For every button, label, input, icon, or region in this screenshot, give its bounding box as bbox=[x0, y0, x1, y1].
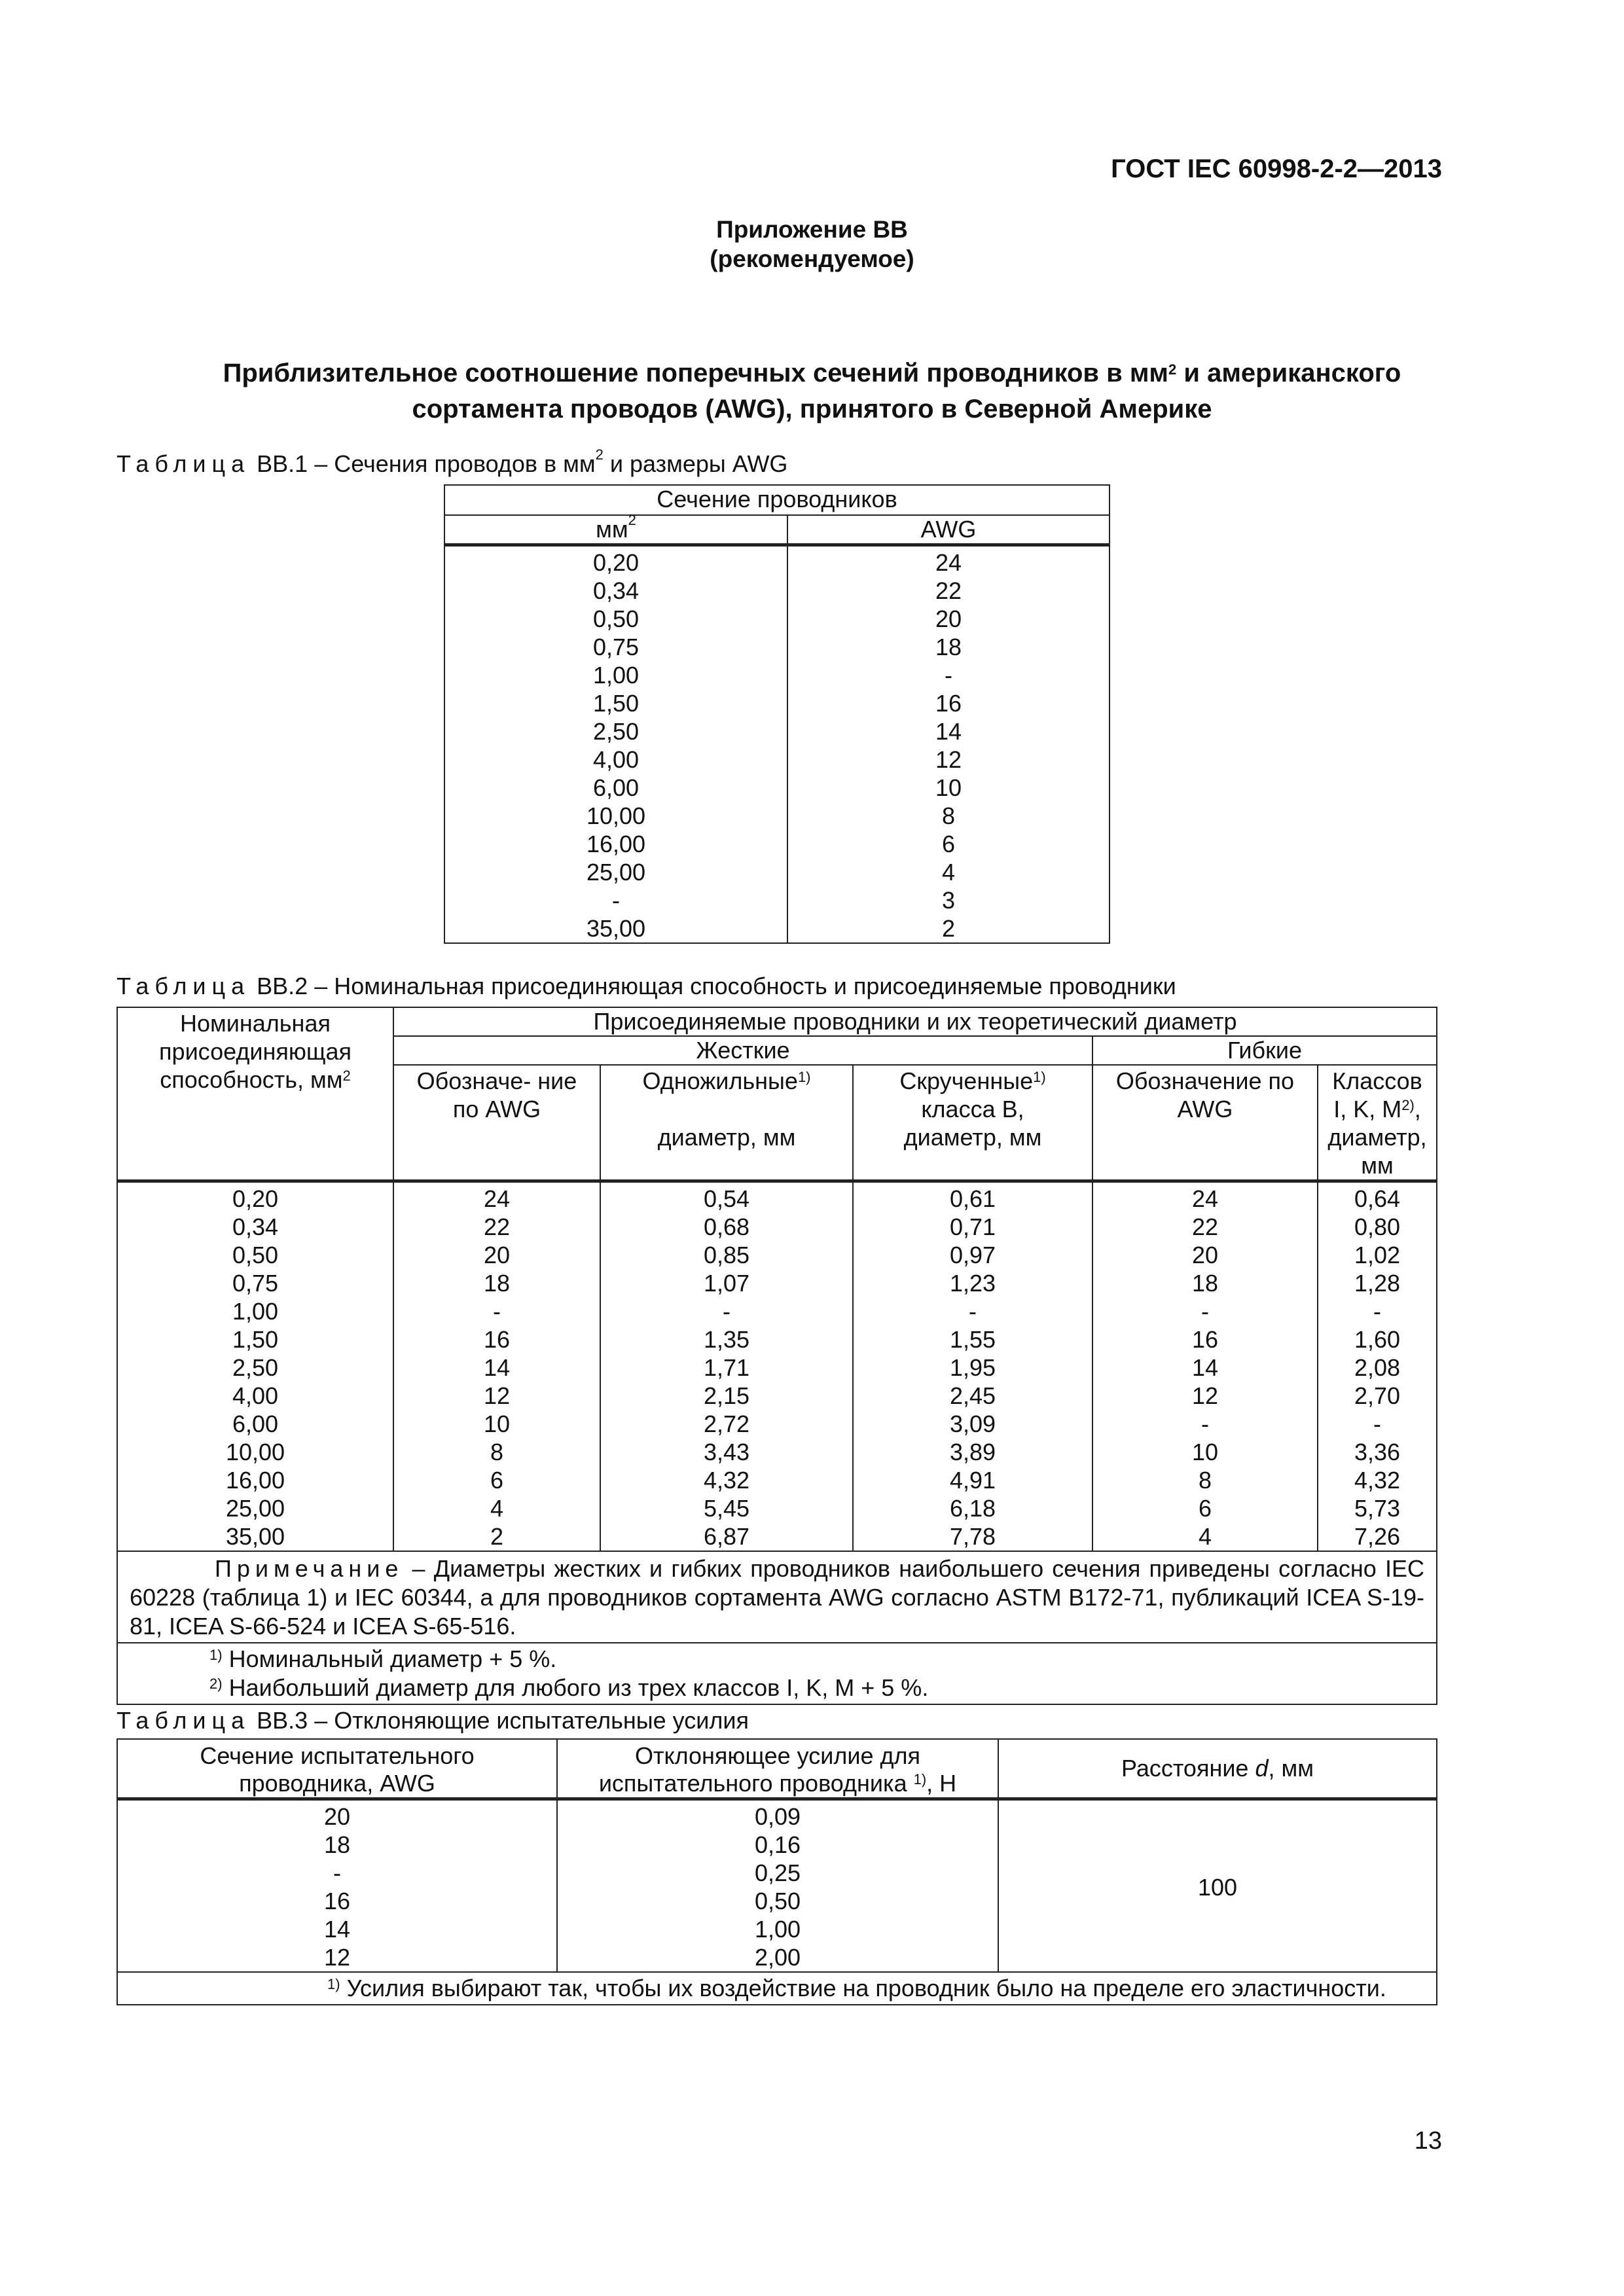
main-title bbox=[131, 355, 1493, 427]
table-cell: 1,60 bbox=[1354, 1326, 1401, 1353]
table-cell: 0,61 bbox=[949, 1185, 996, 1212]
table-cell: 0,75 bbox=[232, 1270, 279, 1297]
table2-header-awg2: Обозначение по AWG bbox=[1092, 1065, 1318, 1181]
table-cell: - bbox=[333, 1859, 341, 1886]
table-cell: 16,00 bbox=[225, 1467, 285, 1494]
table1-col-mm: $мм^2$ bbox=[444, 515, 787, 545]
main-title-sup: 2 bbox=[1168, 361, 1177, 378]
table-cell: 1,50 bbox=[592, 690, 640, 717]
table-cell: 1,00 bbox=[754, 1916, 801, 1943]
table-cell: 10 bbox=[1191, 1439, 1219, 1465]
table-cell: 7,78 bbox=[949, 1523, 996, 1550]
table-cell: 7,26 bbox=[1354, 1523, 1401, 1550]
table-cell: 1,07 bbox=[703, 1270, 750, 1297]
table-cell: 0,09 bbox=[754, 1803, 801, 1830]
table-cell: 0,64 bbox=[1354, 1185, 1401, 1212]
table2-footnote-2: Наибольший диаметр для любого из трех классов I, K, M + 5 %. bbox=[222, 1674, 929, 1701]
table-cell: 1,95 bbox=[949, 1354, 996, 1381]
annex-subtitle: (рекомендуемое) bbox=[710, 245, 914, 272]
table-cell: 0,50 bbox=[754, 1888, 801, 1914]
table-cell: 3 bbox=[941, 887, 956, 914]
table-cell: 0,85 bbox=[703, 1242, 750, 1268]
table-cell: 2 bbox=[490, 1523, 504, 1550]
table2-header-rigid: Жесткие bbox=[393, 1036, 1092, 1065]
table-cell: 24 bbox=[1191, 1185, 1219, 1212]
table1-col-awg: AWG bbox=[787, 515, 1110, 545]
table2-header-stranded: Скрученные$^{1)}$ класса B, диаметр, мм bbox=[853, 1065, 1092, 1181]
table-cell: 6 bbox=[490, 1467, 504, 1494]
table-cell: 8 bbox=[941, 802, 956, 829]
table-cell: 0,75 bbox=[592, 634, 640, 660]
table-cell: 4,32 bbox=[1354, 1467, 1401, 1494]
table-cell: 1,28 bbox=[1354, 1270, 1401, 1297]
table2-header-flexible: Гибкие bbox=[1092, 1036, 1437, 1065]
table-cell: 16,00 bbox=[586, 831, 646, 857]
table2-header-nominal: Номинальная присоединяющая способность, $мм^2$ bbox=[117, 1007, 393, 1181]
table1-caption-text: ВВ.1 – Сечения проводов в мм bbox=[250, 450, 596, 477]
table1-caption-label: Таблица bbox=[117, 450, 251, 477]
table-cell: 4,00 bbox=[592, 746, 640, 773]
table-cell: 0,54 bbox=[703, 1185, 750, 1212]
table-cell: 6,18 bbox=[949, 1495, 996, 1522]
table-cell: 2,72 bbox=[703, 1410, 750, 1437]
table-cell: - bbox=[493, 1298, 501, 1325]
table-cell: 0,97 bbox=[949, 1242, 996, 1268]
table-cell: 8 bbox=[490, 1439, 504, 1465]
table-cell: 0,80 bbox=[1354, 1213, 1401, 1240]
table-cell: 10 bbox=[483, 1410, 511, 1437]
main-title-part1: Приблизительное соотношение поперечных сечений проводников в мм bbox=[223, 359, 1169, 387]
table1 bbox=[444, 484, 1110, 944]
table-cell: 25,00 bbox=[586, 859, 646, 886]
table2-footnotes: $^{1)}$ Номинальный диаметр + 5 %. $^{2)}$ Наибольший диаметр для любого из трех классов I, K, M + 5 %. bbox=[117, 1643, 1437, 1704]
table1-caption-end: и размеры AWG bbox=[603, 450, 788, 477]
table-cell: - bbox=[612, 887, 620, 914]
table-cell: 2,50 bbox=[232, 1354, 279, 1381]
table-cell: 10,00 bbox=[586, 802, 646, 829]
table2-footnote-1: Номинальный диаметр + 5 %. bbox=[222, 1645, 557, 1672]
table-cell: 14 bbox=[935, 718, 962, 745]
table2-header-solid: Одножильные$^{1)}$ диаметр, мм bbox=[600, 1065, 853, 1181]
table2-awg-flexible-column bbox=[1092, 1181, 1318, 1552]
table2-header-awg1: Обозначе- ние по AWG bbox=[393, 1065, 600, 1181]
table2-note bbox=[117, 1551, 1437, 1643]
table2-nominal-column bbox=[117, 1181, 393, 1552]
table1-awg-column bbox=[787, 545, 1110, 944]
table2-stranded-diameter-column bbox=[853, 1181, 1092, 1552]
table-cell: 1,23 bbox=[949, 1270, 996, 1297]
table2-caption bbox=[117, 973, 1176, 1000]
table-cell: 14 bbox=[1191, 1354, 1219, 1381]
table1-group-header: Сечение проводников bbox=[444, 485, 1110, 515]
table-cell: 4,32 bbox=[703, 1467, 750, 1494]
table-cell: 0,20 bbox=[232, 1185, 279, 1212]
table-cell: 2,00 bbox=[754, 1944, 801, 1971]
table3-header-distance: Расстояние d, мм bbox=[998, 1739, 1437, 1799]
table-cell: 16 bbox=[1191, 1326, 1219, 1353]
table-cell: 1,55 bbox=[949, 1326, 996, 1353]
table-cell: 1,71 bbox=[703, 1354, 750, 1381]
table-cell: 0,20 bbox=[592, 549, 640, 576]
table-cell: 24 bbox=[935, 549, 962, 576]
table-cell: 3,43 bbox=[703, 1439, 750, 1465]
table-cell: 0,16 bbox=[754, 1831, 801, 1858]
table2-note-label: Примечание bbox=[215, 1555, 404, 1582]
table-cell: 2,50 bbox=[592, 718, 640, 745]
table-cell: 4 bbox=[490, 1495, 504, 1522]
table2-classes-diameter-column bbox=[1318, 1181, 1437, 1552]
table-cell: - bbox=[723, 1298, 731, 1325]
table-cell: 1,35 bbox=[703, 1326, 750, 1353]
table-cell: 20 bbox=[323, 1803, 351, 1830]
table3-caption bbox=[117, 1707, 749, 1734]
table2-header-group: Присоединяемые проводники и их теоретический диаметр bbox=[393, 1007, 1437, 1036]
table-cell: 12 bbox=[483, 1382, 511, 1409]
table1-mm-column bbox=[444, 545, 787, 944]
table-cell: 3,89 bbox=[949, 1439, 996, 1465]
table3-footnote: $^{1)}$ Усилия выбирают так, чтобы их воздействие на проводник было на пределе его эластичности. bbox=[117, 1972, 1437, 2005]
annex-title: Приложение ВВ bbox=[716, 216, 908, 243]
table-cell: 22 bbox=[483, 1213, 511, 1240]
table-cell: 6 bbox=[1198, 1495, 1212, 1522]
table3-header-force: Отклоняющее усилие для испытательного проводника $^{1)}$, Н bbox=[557, 1739, 998, 1799]
table2-note-text: – Диаметры жестких и гибких проводников наибольшего сечения приведены согласно IEC 60228 (таблица 1) и IEC 60344, а для проводников сортамента AWG согласно ASTM B172-71, публикаций ICEA S-19-81, ICEA S-66-524 и ICEA S-65-516. bbox=[130, 1555, 1424, 1640]
table-cell: 6 bbox=[941, 831, 956, 857]
table-cell: 0,34 bbox=[232, 1213, 279, 1240]
table-cell: 12 bbox=[323, 1944, 351, 1971]
table-cell: 0,25 bbox=[754, 1859, 801, 1886]
table-cell: 18 bbox=[483, 1270, 511, 1297]
table2-solid-diameter-column bbox=[600, 1181, 853, 1552]
table-cell: 2,45 bbox=[949, 1382, 996, 1409]
table-cell: 2,08 bbox=[1354, 1354, 1401, 1381]
table-cell: 0,34 bbox=[592, 577, 640, 604]
table2-header-classes: Классов I, K, $M^{2)}$, диаметр, мм bbox=[1318, 1065, 1437, 1181]
table-cell: 16 bbox=[483, 1326, 511, 1353]
table-cell: 2,70 bbox=[1354, 1382, 1401, 1409]
table-cell: 25,00 bbox=[225, 1495, 285, 1522]
table-cell: 1,02 bbox=[1354, 1242, 1401, 1268]
table3-force-column bbox=[557, 1799, 998, 1973]
table-cell: 5,45 bbox=[703, 1495, 750, 1522]
table2-caption-label: Таблица bbox=[117, 973, 251, 999]
table3 bbox=[117, 1738, 1437, 2005]
table-cell: - bbox=[1201, 1410, 1209, 1437]
table3-distance-value: 100 bbox=[998, 1799, 1437, 1973]
table1-caption-sup: 2 bbox=[595, 446, 604, 463]
table-cell: 12 bbox=[1191, 1382, 1219, 1409]
table2-awg-rigid-column bbox=[393, 1181, 600, 1552]
table-cell: 4 bbox=[1198, 1523, 1212, 1550]
table-cell: 14 bbox=[483, 1354, 511, 1381]
table3-caption-text: ВВ.3 – Отклоняющие испытательные усилия bbox=[250, 1707, 749, 1734]
table-cell: 16 bbox=[323, 1888, 351, 1914]
table-cell: 4 bbox=[941, 859, 956, 886]
table-cell: 1,00 bbox=[232, 1298, 279, 1325]
table2-caption-text: ВВ.2 – Номинальная присоединяющая способность и присоединяемые проводники bbox=[250, 973, 1176, 999]
table3-header-section: Сечение испытательного проводника, AWG bbox=[117, 1739, 557, 1799]
table3-awg-column bbox=[117, 1799, 557, 1973]
table-cell: 22 bbox=[1191, 1213, 1219, 1240]
table-cell: 5,73 bbox=[1354, 1495, 1401, 1522]
table-cell: - bbox=[1373, 1298, 1381, 1325]
table-cell: 0,71 bbox=[949, 1213, 996, 1240]
main-title-part2: и американского bbox=[1176, 359, 1401, 387]
table-cell: 2,15 bbox=[703, 1382, 750, 1409]
main-title-line2: сортамента проводов (AWG), принятого в Северной Америке bbox=[412, 395, 1212, 423]
table-cell: 20 bbox=[935, 605, 962, 632]
table3-caption-label: Таблица bbox=[117, 1707, 251, 1734]
table-cell: 14 bbox=[323, 1916, 351, 1943]
table-cell: 3,09 bbox=[949, 1410, 996, 1437]
table-cell: 18 bbox=[323, 1831, 351, 1858]
table-cell: 18 bbox=[1191, 1270, 1219, 1297]
table-cell: 18 bbox=[935, 634, 962, 660]
table-cell: 35,00 bbox=[586, 915, 646, 942]
table-cell: 1,00 bbox=[592, 662, 640, 689]
table-cell: 2 bbox=[941, 915, 956, 942]
table-cell: 1,50 bbox=[232, 1326, 279, 1353]
table-cell: - bbox=[1373, 1410, 1381, 1437]
table-cell: 0,50 bbox=[232, 1242, 279, 1268]
table2 bbox=[117, 1007, 1437, 1705]
table-cell: 12 bbox=[935, 746, 962, 773]
table-cell: - bbox=[969, 1298, 977, 1325]
table-cell: 24 bbox=[483, 1185, 511, 1212]
table-cell: 6,00 bbox=[232, 1410, 279, 1437]
table-cell: 35,00 bbox=[225, 1523, 285, 1550]
table-cell: 4,00 bbox=[232, 1382, 279, 1409]
table-cell: 8 bbox=[1198, 1467, 1212, 1494]
table-cell: 3,36 bbox=[1354, 1439, 1401, 1465]
table-cell: 20 bbox=[483, 1242, 511, 1268]
table-cell: 0,68 bbox=[703, 1213, 750, 1240]
table-cell: 6,00 bbox=[592, 774, 640, 801]
table-cell: 10 bbox=[935, 774, 962, 801]
table1-caption bbox=[117, 446, 788, 478]
table-cell: 4,91 bbox=[949, 1467, 996, 1494]
table-cell: 20 bbox=[1191, 1242, 1219, 1268]
document-code: ГОСТ IEC 60998-2-2—2013 bbox=[1111, 154, 1442, 183]
table-cell: - bbox=[945, 662, 952, 689]
table-cell: 16 bbox=[935, 690, 962, 717]
table-cell: 0,50 bbox=[592, 605, 640, 632]
table-cell: 22 bbox=[935, 577, 962, 604]
table-cell: 10,00 bbox=[225, 1439, 285, 1465]
table-cell: 6,87 bbox=[703, 1523, 750, 1550]
table-cell: - bbox=[1201, 1298, 1209, 1325]
page-number: 13 bbox=[1414, 2127, 1442, 2155]
